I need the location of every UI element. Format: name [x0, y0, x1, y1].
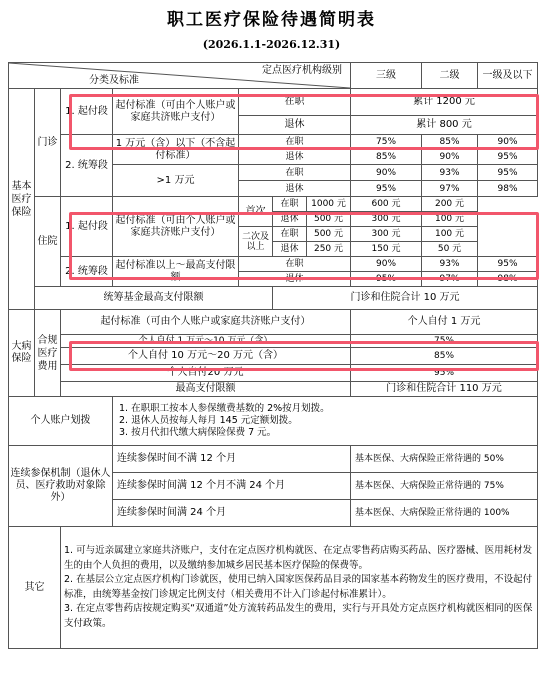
- op-range1: 1 万元（含）以下（不含起付标准）: [113, 135, 239, 165]
- major-row-label: 个人自付 1 万元～10 万元（含）: [61, 335, 351, 348]
- op-deductible-standard: 起付标准（可由个人账户或家庭共济账户支付）: [113, 89, 239, 135]
- header-level-label: 定点医疗机构级别: [262, 65, 343, 76]
- ip-first-employed-label: 在职: [273, 197, 307, 212]
- op-r2-retired-label: 退休: [239, 181, 351, 197]
- op-r1-retired-l3: 85%: [351, 150, 422, 165]
- ip-employed-l2: 93%: [422, 257, 478, 272]
- op-r2-employed-l2: 93%: [422, 165, 478, 181]
- ip-retired-l1: 98%: [478, 272, 538, 287]
- continuous-label: 连续参保机制（退休人员、医疗救助对象除外）: [9, 446, 113, 527]
- page-title: 职工医疗保险待遇简明表: [167, 10, 376, 30]
- major-row-value: 个人自付 1 万元: [351, 310, 538, 335]
- ip-employed-l3: 90%: [351, 257, 422, 272]
- account-item: 3. 按月代扣代缴大病保险保费 7 元。: [119, 427, 277, 438]
- major-row-value: 95%: [351, 365, 538, 382]
- ip-retired-l3: 95%: [351, 272, 422, 287]
- op-r1-employed-l2: 85%: [422, 135, 478, 150]
- other-items: [61, 527, 538, 649]
- continuous-condition: 连续参保时间不满 12 个月: [113, 446, 351, 473]
- ip-first-retired-l3: 500 元: [307, 212, 351, 227]
- op-r2-employed-l3: 90%: [351, 165, 422, 181]
- major-max-value: 门诊和住院合计 110 万元: [351, 382, 538, 397]
- op-employed-value: 累计 1200 元: [351, 89, 538, 116]
- op-retired-value: 累计 800 元: [351, 116, 538, 135]
- ip-second-label: 二次及以上: [239, 227, 273, 257]
- benefit-table: [8, 62, 538, 649]
- header-level2: 二级: [422, 63, 478, 89]
- continuous-result: 基本医保、大病保险正常待遇的 75%: [351, 473, 538, 500]
- account-item: 1. 在职职工按本人参保缴费基数的 2%按月划拨。: [119, 403, 330, 414]
- other-label: 其它: [9, 527, 61, 649]
- ip-retired-l2: 97%: [422, 272, 478, 287]
- other-item: 3. 在定点零售药店按规定购买“双通道”处方流转药品发生的费用，实行与开具处方定点医疗机构就医相同的医保支付政策。: [64, 603, 533, 629]
- major-row-label: 个人自付20 万元: [61, 365, 351, 382]
- major-row-value: 85%: [351, 348, 538, 365]
- ip-employed-label: 在职: [239, 257, 351, 272]
- op-r1-employed-label: 在职: [239, 135, 351, 150]
- ip-first-retired-l2: 300 元: [351, 212, 422, 227]
- header-category-label: 分类及标准: [89, 75, 139, 86]
- period-subtitle: (2026.1.1-2026.12.31): [202, 38, 341, 51]
- basic-max-limit-label: 统筹基金最高支付限额: [35, 287, 273, 310]
- op-r2-employed-l1: 95%: [478, 165, 538, 181]
- ip-second-employed-l1: 100 元: [422, 227, 478, 242]
- op-r2-retired-l3: 95%: [351, 181, 422, 197]
- op-r1-retired-l1: 95%: [478, 150, 538, 165]
- major-compliant-cost-label: 合规医疗费用: [35, 310, 61, 397]
- ip-first-employed-l2: 600 元: [351, 197, 422, 212]
- ip-employed-l1: 95%: [478, 257, 538, 272]
- op-employed-label: 在职: [239, 89, 351, 116]
- op-deductible-label: 1. 起付段: [61, 89, 113, 135]
- other-item: 2. 在基层公立定点医疗机构门诊就医，使用已纳入国家医保药品目录的国家基本药物发生的医疗费用，不设起付标准，由统筹基金按门诊规定比例支付（相关费用不计入门诊起付标准累计）。: [64, 574, 533, 600]
- op-r2-retired-l1: 98%: [478, 181, 538, 197]
- ip-second-retired-label: 退休: [273, 242, 307, 257]
- continuous-result: 基本医保、大病保险正常待遇的 50%: [351, 446, 538, 473]
- op-range2: >1 万元: [113, 165, 239, 197]
- major-max-label: 最高支付限额: [61, 382, 351, 397]
- ip-second-retired-l2: 150 元: [351, 242, 422, 257]
- ip-first-employed-l1: 200 元: [422, 197, 478, 212]
- ip-second-employed-l3: 500 元: [307, 227, 351, 242]
- basic-insurance-label: 基本医疗保险: [9, 89, 35, 310]
- other-item: 1. 可与近亲属建立家庭共济账户，支付在定点医疗机构就医、在定点零售药店购买药品、医疗器械、医用耗材发生的由个人负担的费用，以及缴纳参加城乡居民基本医疗保险的保费等。: [64, 545, 533, 571]
- account-item: 2. 退休人员按每人每月 145 元定额划拨。: [119, 415, 298, 426]
- outpatient-label: 门诊: [35, 89, 61, 197]
- header-level1: 一级及以下: [478, 63, 538, 89]
- ip-second-retired-l3: 250 元: [307, 242, 351, 257]
- ip-deductible-label: 1. 起付段: [61, 197, 113, 257]
- major-row-label: 个人自付 10 万元～20 万元（含）: [61, 348, 351, 365]
- major-illness-label: 大病保险: [9, 310, 35, 397]
- inpatient-label: 住院: [35, 197, 61, 287]
- continuous-result: 基本医保、大病保险正常待遇的 100%: [351, 500, 538, 527]
- ip-pooling-label: 2. 统筹段: [61, 257, 113, 287]
- ip-first-label: 首次: [239, 197, 273, 227]
- ip-first-retired-l1: 100 元: [422, 212, 478, 227]
- op-retired-label: 退休: [239, 116, 351, 135]
- op-r1-employed-l3: 75%: [351, 135, 422, 150]
- ip-first-employed-l3: 1000 元: [307, 197, 351, 212]
- ip-second-employed-l2: 300 元: [351, 227, 422, 242]
- op-pooling-label: 2. 统筹段: [61, 135, 113, 197]
- ip-second-employed-label: 在职: [273, 227, 307, 242]
- header-corner: [9, 63, 351, 89]
- basic-max-limit-value: 门诊和住院合计 10 万元: [273, 287, 538, 310]
- ip-range: 起付标准以上～最高支付限额: [113, 257, 239, 287]
- ip-first-retired-label: 退休: [273, 212, 307, 227]
- account-items: [113, 397, 538, 446]
- major-row-label: 起付标准（可由个人账户或家庭共济账户支付）: [61, 310, 351, 335]
- op-r2-retired-l2: 97%: [422, 181, 478, 197]
- op-r1-retired-l2: 90%: [422, 150, 478, 165]
- major-row-value: 75%: [351, 335, 538, 348]
- ip-deductible-standard: 起付标准（可由个人账户或家庭共济账户支付）: [113, 197, 239, 257]
- continuous-condition: 连续参保时间满 24 个月: [113, 500, 351, 527]
- header-level3: 三级: [351, 63, 422, 89]
- continuous-condition: 连续参保时间满 12 个月不满 24 个月: [113, 473, 351, 500]
- ip-second-retired-l1: 50 元: [422, 242, 478, 257]
- op-r1-employed-l1: 90%: [478, 135, 538, 150]
- ip-retired-label: 退休: [239, 272, 351, 287]
- op-r2-employed-label: 在职: [239, 165, 351, 181]
- op-r1-retired-label: 退休: [239, 150, 351, 165]
- account-label: 个人账户划拨: [9, 397, 113, 446]
